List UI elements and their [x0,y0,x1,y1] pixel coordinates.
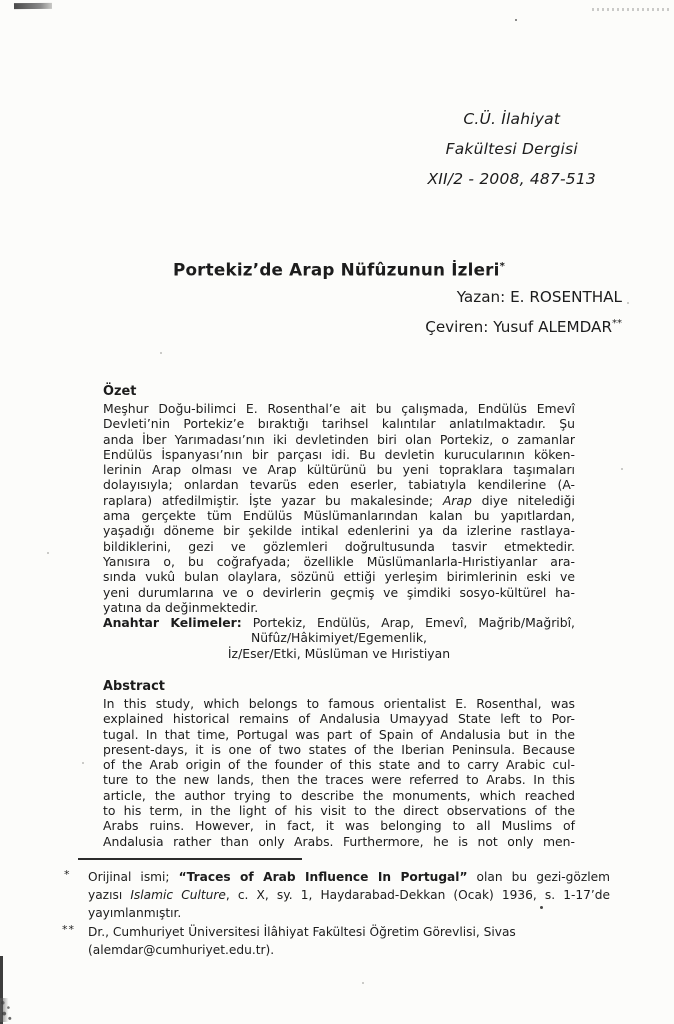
footnote-separator-rule [78,858,302,860]
abstract-line: of the Arab origin of the founder of this state and to carry Arabic cul- [103,757,575,773]
title-block [103,256,575,281]
ozet-line-segment: raplara) atfedilmiştir. İşte yazar bu makalesinde; [103,492,443,508]
ozet-line: Meşhur Doğu-bilimci E. Rosenthal’e ait bu çalışmada, Endülüs Emevî [103,401,575,416]
abstract-line: article, the author trying to describe the monuments, which reached [103,787,575,803]
scan-speck [160,352,162,354]
scan-speck [82,762,84,764]
footnote-bold-segment: “Traces of Arab Influence In Portugal” [178,870,468,884]
journal-name-line1: C.Ü. İlahiyat [463,110,561,128]
footnotes [62,869,610,960]
ozet-line: sında vukû bulan olaylara, sözünü ettiği yerleşim birimlerinin eski ve [103,569,575,585]
scan-artifact-bottom-left-edge [0,956,3,1024]
scan-artifact-bottom-left-speckle [0,998,14,1022]
ozet-line-italic-segment: Arap [442,492,472,508]
keywords-line: İz/Eser/Etki, Müslüman ve Hıristiyan [227,645,451,661]
footnote-2-marker: ** [62,923,75,937]
ozet-line: ama gerçekte tüm Endülüs Müslümanlarından kalan bu yapıtlardan, [103,508,575,524]
ozet-line: dolayısıyla; onlardan tevarüs eden eserler, tabiatıyla kendilerine (A- [103,477,575,493]
scan-speck [621,468,623,470]
scan-speck [362,982,364,984]
author-line: Yazan: E. ROSENTHAL [456,288,622,306]
keywords-label: Anahtar Kelimeler: [103,615,242,631]
footnote-segment: olan bu gezi-gözlem [467,870,610,884]
footnote-segment: yazısı [88,887,131,902]
journal-volume-issue: XII/2 - 2008, 487-513 [427,170,596,188]
article-title-text: Portekiz’de Arap Nüfûzunun İzleri [172,259,500,280]
footnote-segment: Orijinal ismi; [88,870,179,884]
footnote-line: (alemdar@cumhuriyet.edu.tr). [88,943,275,958]
abstract-line: tugal. In that time, Portugal was part of Spain of Andalusia but in the [103,726,575,742]
ozet-line: bildiklerini, gezi ve gözlemleri doğrultusunda tasvir etmektedir. [103,538,575,554]
keywords-values: Portekiz, Endülüs, Arap, Emevî, Mağrib/Mağribî, [241,615,575,631]
footnote-line [88,869,610,887]
translator-name: Çeviren: Yusuf ALEMDAR [425,317,612,336]
ozet-line: yaşadığı döneme bir şekilde intikal edenlerini ya da izlerine rastlaya- [103,523,575,539]
ozet-section [103,384,575,661]
ozet-line: lerinin Arap olması ve Arap kültürünü bu yeni topraklara taşımaları [103,462,575,478]
footnote-2 [62,924,610,960]
ozet-line: yeni durumlarına ve o devirlerin geçmiş ve şimdiki sosyo-kültürel ha- [103,584,575,600]
translator-footnote-mark: ** [612,317,622,329]
scan-speck [515,19,517,21]
keywords-line: Nüfûz/Hâkimiyet/Egemenlik, [251,630,427,646]
abstract-section [103,679,575,849]
ozet-line: Devleti’nin Portekiz’e bıraktığı tarihsel kalıntılar anlatılmaktadır. Şu [103,416,575,432]
footnote-segment: , c. X, sy. 1, Haydarabad-Dekkan (Ocak) 1936, s. 1-17’de [225,887,611,902]
footnote-line [88,887,610,905]
abstract-line: In this study, which belongs to famous orientalist E. Rosenthal, was [103,696,575,711]
abstract-line: to his term, in the light of his visit to the direct observations of the [103,803,575,819]
journal-name-line2: Fakültesi Dergisi [445,140,578,158]
abstract-line: ture to the new lands, then the traces were referred to Arabs. In this [103,772,575,788]
abstract-heading: Abstract [103,679,165,694]
abstract-line: Arabs ruins. However, in fact, it was belonging to all Muslims of [103,818,575,834]
footnote-1 [62,869,610,922]
article-title [103,256,575,281]
footnote-1-marker: * [64,868,71,881]
title-footnote-mark: * [499,261,506,272]
scan-speck [47,552,49,554]
ozet-line: yatına da değinmektedir. [103,599,259,615]
footnote-line: Dr., Cumhuriyet Üniversitesi İlâhiyat Fakültesi Öğretim Görevlisi, Sivas [88,925,516,940]
ozet-line: Endülüs İspanyası’nın bir parçası idi. Bu devletin kurucularının köken- [103,446,575,462]
scan-speck [627,302,629,304]
ozet-line: Yanısıra o, bu coğrafyada; özellikle Müslümanlarla-Hıristiyanlar ara- [103,553,575,569]
ozet-line [103,493,575,508]
keywords-line [103,615,575,630]
ozet-heading: Özet [103,384,137,399]
scan-artifact-top-right [592,8,670,11]
abstract-line: Andalusia rather than only Arabs. Furthermore, he is not only men- [103,833,575,849]
bylines [103,285,622,340]
abstract-line: present-days, it is one of two states of the Iberian Peninsula. Because [103,741,575,757]
abstract-line: explained historical remains of Andalusia Umayyad State left to Por- [103,711,575,727]
scan-artifact-top-left [14,3,52,9]
translator-line [103,311,622,341]
journal-header [427,104,596,194]
ozet-line-segment: diye nitelediği [471,492,575,508]
footnote-italic-segment: Islamic Culture [130,887,226,902]
ozet-line: anda İber Yarımadası’nın iki devletinden biri olan Portekiz, o zamanlar [103,431,575,447]
footnote-line: yayımlanmıştır. [88,905,182,920]
